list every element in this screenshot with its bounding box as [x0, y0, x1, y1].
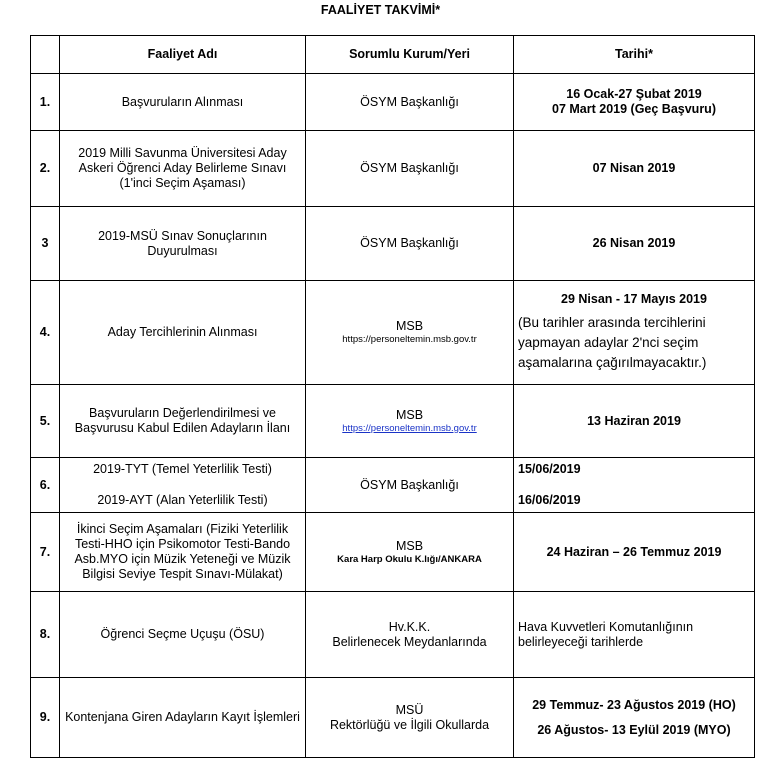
activity-line-2: 2019-AYT (Alan Yeterlilik Testi) — [97, 493, 268, 507]
table-row — [31, 207, 755, 281]
org-name: MSB — [395, 319, 424, 333]
table-row — [31, 592, 755, 678]
date-note: (Bu tarihler arasında tercihlerini yapmayan adaylar 2'nci seçim aşamalarına çağırılmayacaktır.) — [518, 315, 707, 370]
date-cell: 24 Haziran – 26 Temmuz 2019 — [514, 513, 755, 592]
row-number: 6. — [31, 458, 60, 513]
date-line-1: 29 Temmuz- 23 Ağustos 2019 (HO) — [532, 697, 736, 712]
row-number: 5. — [31, 385, 60, 458]
date-line-2: 26 Ağustos- 13 Eylül 2019 (MYO) — [537, 722, 731, 737]
row-number: 1. — [31, 74, 60, 131]
page-title: FAALİYET TAKVİMİ* — [320, 3, 441, 17]
activity-cell: 2019-MSÜ Sınav Sonuçlarının Duyurulması — [60, 207, 306, 281]
activity-cell: 2019 Milli Savunma Üniversitesi Aday Askeri Öğrenci Aday Belirleme Sınavı (1'inci Seçim Aşaması) — [60, 131, 306, 207]
org-name: MSB — [395, 538, 424, 553]
org-line-2: Belirlenecek Meydanlarında — [332, 634, 487, 649]
date-cell: 26 Nisan 2019 — [514, 207, 755, 281]
org-line-1: Hv.K.K. — [388, 619, 431, 634]
header-date: Tarihi* — [514, 36, 755, 74]
org-cell — [306, 281, 514, 385]
row-number: 7. — [31, 513, 60, 592]
org-cell: ÖSYM Başkanlığı — [306, 207, 514, 281]
org-line-2: Rektörlüğü ve İlgili Okullarda — [329, 717, 490, 732]
org-cell: ÖSYM Başkanlığı — [306, 458, 514, 513]
activity-cell — [60, 458, 306, 513]
date-line-1: 15/06/2019 — [518, 462, 581, 476]
schedule-table — [30, 35, 755, 758]
date-line-1: 16 Ocak-27 Şubat 2019 — [566, 87, 702, 101]
date-line-2: 07 Mart 2019 (Geç Başvuru) — [552, 102, 716, 116]
header-no — [31, 36, 60, 74]
activity-cell: Öğrenci Seçme Uçuşu (ÖSU) — [60, 592, 306, 678]
date-cell — [514, 281, 755, 385]
date-cell: 07 Nisan 2019 — [514, 131, 755, 207]
org-name: MSB — [395, 407, 424, 422]
org-cell — [306, 592, 514, 678]
activity-cell: İkinci Seçim Aşamaları (Fiziki Yeterlilik Testi-HHO için Psikomotor Testi-Bando Asb.MYO için Müzik Yeteneği ve Müzik Bilgisi Seviye Tespit Sınavı-Mülakat) — [60, 513, 306, 592]
table-row — [31, 458, 755, 513]
table-row — [31, 678, 755, 758]
activity-cell: Başvuruların Alınması — [60, 74, 306, 131]
date-cell — [514, 458, 755, 513]
row-number: 3 — [31, 207, 60, 281]
org-cell — [306, 513, 514, 592]
org-location: Kara Harp Okulu K.lığı/ANKARA — [337, 553, 482, 565]
table-row — [31, 513, 755, 592]
date-line-2: 16/06/2019 — [518, 493, 581, 507]
org-url: https://personeltemin.msb.gov.tr — [342, 334, 477, 345]
table-row — [31, 281, 755, 385]
date-cell: 13 Haziran 2019 — [514, 385, 755, 458]
header-activity: Faaliyet Adı — [60, 36, 306, 74]
table-row — [31, 131, 755, 207]
row-number: 9. — [31, 678, 60, 758]
activity-line-1: 2019-TYT (Temel Yeterlilik Testi) — [93, 462, 272, 476]
date-cell — [514, 74, 755, 131]
activity-cell: Aday Tercihlerinin Alınması — [60, 281, 306, 385]
header-org: Sorumlu Kurum/Yeri — [306, 36, 514, 74]
table-header-row — [31, 36, 755, 74]
org-cell — [306, 678, 514, 758]
activity-cell: Başvuruların Değerlendirilmesi ve Başvurusu Kabul Edilen Adayların İlanı — [60, 385, 306, 458]
org-cell — [306, 385, 514, 458]
org-url-link[interactable]: https://personeltemin.msb.gov.tr — [342, 422, 477, 434]
row-number: 8. — [31, 592, 60, 678]
date-cell: Hava Kuvvetleri Komutanlığının belirleyeceği tarihlerde — [514, 592, 755, 678]
date-cell — [514, 678, 755, 758]
row-number: 4. — [31, 281, 60, 385]
date-range: 29 Nisan - 17 Mayıs 2019 — [561, 292, 707, 306]
table-row — [31, 385, 755, 458]
row-number: 2. — [31, 131, 60, 207]
activity-cell: Kontenjana Giren Adayların Kayıt İşlemleri — [60, 678, 306, 758]
org-cell: ÖSYM Başkanlığı — [306, 74, 514, 131]
org-cell: ÖSYM Başkanlığı — [306, 131, 514, 207]
org-line-1: MSÜ — [395, 702, 424, 717]
table-row — [31, 74, 755, 131]
